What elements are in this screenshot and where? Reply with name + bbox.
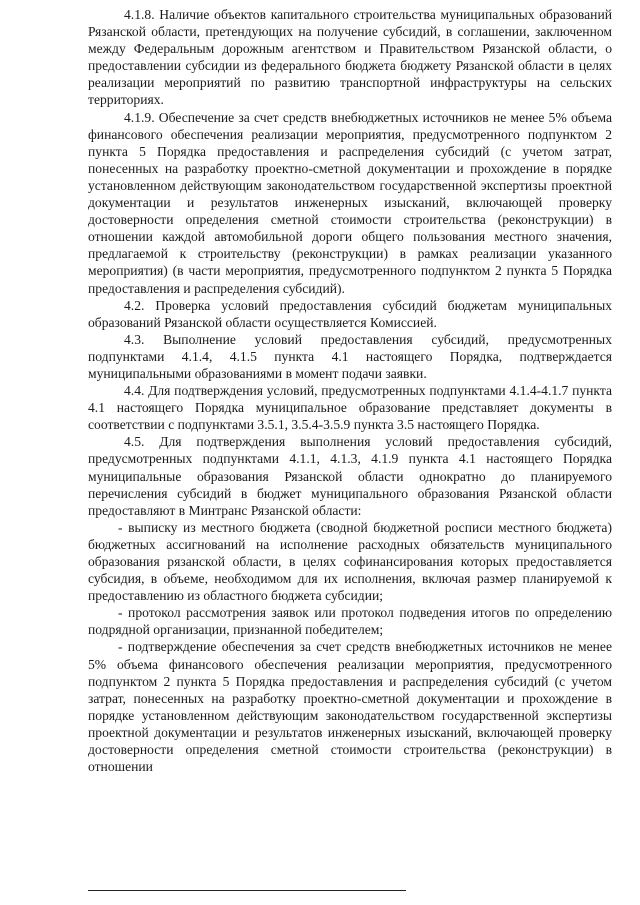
list-item-budget-extract: - выписку из местного бюджета (сводной бюджетной росписи местного бюджета) бюджетных ассигнований на исполнение расходных обязательств муниципального образования рязанской области, в целях софинансирования которых предоставляется субсидия, в объеме, необходимом для их исполнения, включая размер планируемой к предоставлению из областного бюджета субсидии;	[88, 519, 612, 604]
paragraph-4-1-8: 4.1.8. Наличие объектов капитального строительства муниципальных образований Рязанской области, претендующих на получение субсидий, в соглашении, заключенном между Федеральным дорожным агентством и Правительством Рязанской области, о предоставлении субсидии из федерального бюджета бюджету Рязанской области в целях реализации мероприятий по развитию транспортной инфраструктуры на сельских территориях.	[88, 7, 612, 108]
paragraph-4-4: 4.4. Для подтверждения условий, предусмотренных подпунктами 4.1.4-4.1.7 пункта 4.1 настоящего Порядка муниципальное образование представляет документы в соответствии с подпунктами 3.5.1, 3.5.4-3.5.9 пункта 3.5 настоящего Порядка.	[88, 383, 612, 433]
footnote-divider	[88, 890, 406, 891]
document-body	[88, 6, 612, 775]
paragraph-4-1-9: 4.1.9. Обеспечение за счет средств внебюджетных источников не менее 5% объема финансового обеспечения реализации мероприятия, предусмотренного подпунктом 2 пункта 5 Порядка предоставления и распределения субсидий (с учетом затрат, понесенных на разработку проектно-сметной документации и прохождение в порядке установленном действующим законодательством государственной экспертизы проектной документации и результатов инженерных изысканий, включающей проверку достоверности определения сметной стоимости строительства (реконструкции) в отношении каждой автомобильной дороги общего пользования местного значения, предлагаемой к строительству (реконструкции) в рамках реализации указанного мероприятия) (в части мероприятия, предусмотренного подпунктом 2 пункта 5 Порядка предоставления и распределения субсидий).	[88, 109, 612, 296]
list-item-funding-confirmation: - подтверждение обеспечения за счет средств внебюджетных источников не менее 5% объема финансового обеспечения реализации мероприятия, предусмотренного подпунктом 2 пункта 5 Порядка предоставления и распределения субсидий (с учетом затрат, понесенных на разработку проектно-сметной документации и прохождение в порядке установленном действующим законодательством государственной экспертизы проектной документации и результатов инженерных изысканий, включающей проверку достоверности определения сметной стоимости строительства (реконструкции) в отношении	[88, 639, 612, 775]
paragraph-4-5: 4.5. Для подтверждения выполнения условий предоставления субсидий, предусмотренных подпунктами 4.1.1, 4.1.3, 4.1.9 пункта 4.1 настоящего Порядка муниципальные образования Рязанской области однократно до планируемого перечисления субсидий в бюджет муниципального образования Рязанской области предоставляют в Минтранс Рязанской области:	[88, 434, 612, 518]
paragraph-4-2: 4.2. Проверка условий предоставления субсидий бюджетам муниципальных образований Рязанской области осуществляется Комиссией.	[88, 297, 612, 330]
paragraph-4-3: 4.3. Выполнение условий предоставления субсидий, предусмотренных подпунктами 4.1.4, 4.1.5 пункта 4.1 настоящего Порядка, подтверждается муниципальными образованиями в момент подачи заявки.	[88, 331, 612, 381]
list-item-protocol: - протокол рассмотрения заявок или протокол подведения итогов по определению подрядной организации, признанной победителем;	[88, 605, 612, 638]
